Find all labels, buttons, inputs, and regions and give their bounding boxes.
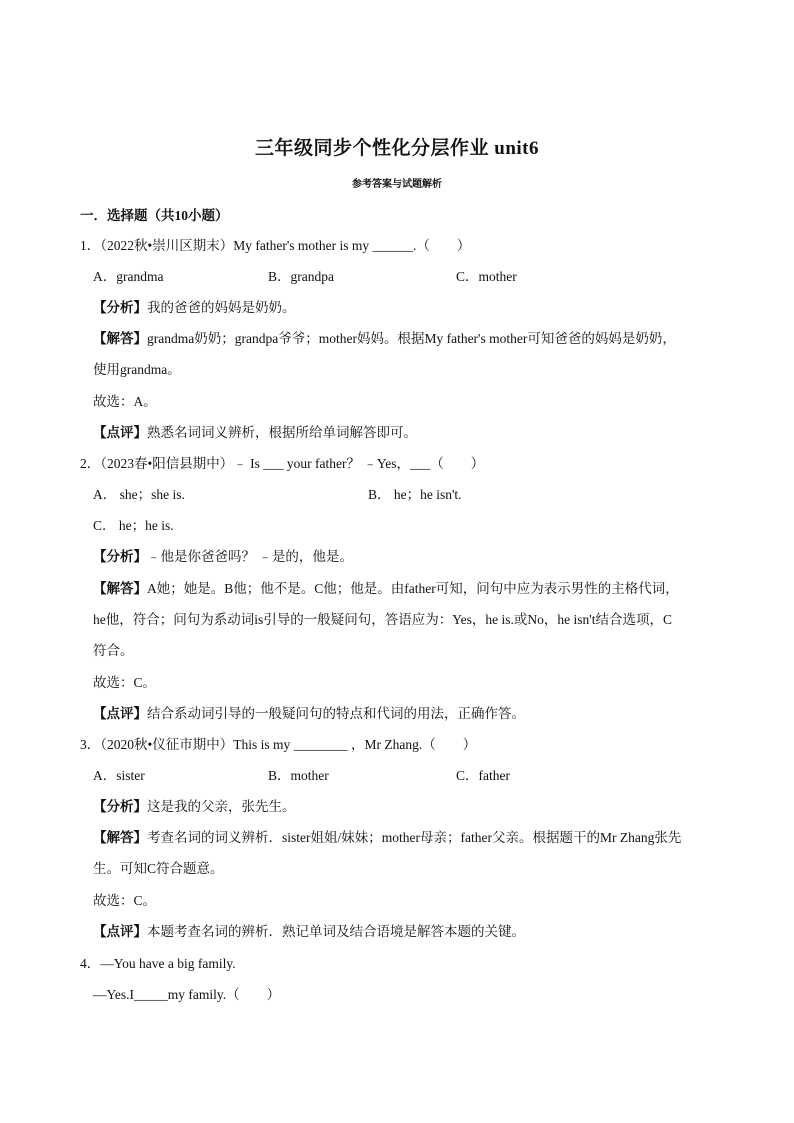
q4-stem-line2: —Yes.I_____my family.（ ）	[93, 987, 281, 1002]
q3-option-b: B．mother	[268, 768, 329, 783]
q1-option-c: C．mother	[456, 269, 517, 284]
q2-option-c: C． he；he is.	[93, 518, 174, 533]
q3-choice: 故选：C。	[93, 893, 157, 908]
answer-text: grandma奶奶；grandpa爷爷；mother妈妈。根据My father's mother可知爸爸的妈妈是奶奶，	[147, 331, 676, 346]
q3-answer-cont: 生。可知C符合题意。	[93, 861, 224, 876]
section-heading: 一．选择题（共10小题）	[80, 208, 229, 223]
analysis-tag: 【分析】	[93, 300, 147, 315]
answer-text: A她；她是。B他；他不是。C他；他是。由father可知，问句中应为表示男性的主格代词，	[147, 581, 679, 596]
q1-answer	[93, 329, 676, 349]
comment-text: 本题考查名词的辨析．熟记单词及结合语境是解答本题的关键。	[147, 924, 525, 939]
q1-option-a: A．grandma	[93, 269, 164, 284]
q2-answer-cont-2: 符合。	[93, 643, 134, 658]
analysis-text: ﹣他是你爸爸吗？ ﹣是的，他是。	[147, 549, 353, 564]
q2-answer-cont: he他，符合；问句为系动词is引导的一般疑问句，答语应为：Yes，he is.或No，he isn't结合选项，C	[93, 612, 672, 627]
page-title: 三年级同步个性化分层作业 unit6	[255, 138, 539, 159]
q4-stem: 4．—You have a big family.	[80, 956, 236, 971]
comment-text: 结合系动词引导的一般疑问句的特点和代词的用法，正确作答。	[147, 706, 525, 721]
comment-tag: 【点评】	[93, 706, 147, 721]
answer-tag: 【解答】	[93, 331, 147, 346]
q2-option-a: A． she；she is.	[93, 487, 185, 502]
q1-analysis	[93, 298, 296, 318]
q3-comment	[93, 922, 525, 942]
comment-tag: 【点评】	[93, 924, 147, 939]
q1-stem: 1．（2022秋•崇川区期末）My father's mother is my ______.（ ）	[80, 238, 471, 253]
q1-answer-cont: 使用grandma。	[93, 362, 181, 377]
answer-text: 考查名词的词义辨析．sister姐姐/妹妹；mother母亲；father父亲。根据题干的Mr Zhang张先	[147, 830, 682, 845]
q2-stem: 2．（2023春•阳信县期中）﹣ Is ___ your father？ ﹣Yes，___（ ）	[80, 456, 485, 471]
answer-tag: 【解答】	[93, 581, 147, 596]
q1-option-b: B．grandpa	[268, 269, 334, 284]
q2-choice: 故选：C。	[93, 675, 157, 690]
answer-tag: 【解答】	[93, 830, 147, 845]
q2-analysis	[93, 547, 353, 567]
q3-option-c: C．father	[456, 768, 510, 783]
q3-option-a: A．sister	[93, 768, 145, 783]
q3-analysis	[93, 797, 296, 817]
analysis-text: 这是我的父亲，张先生。	[147, 799, 296, 814]
comment-tag: 【点评】	[93, 425, 147, 440]
q2-answer	[93, 579, 679, 599]
q1-choice: 故选：A。	[93, 394, 157, 409]
q3-answer	[93, 828, 681, 848]
comment-text: 熟悉名词词义辨析，根据所给单词解答即可。	[147, 425, 417, 440]
analysis-text: 我的爸爸的妈妈是奶奶。	[147, 300, 296, 315]
q1-comment	[93, 423, 417, 443]
analysis-tag: 【分析】	[93, 549, 147, 564]
q2-comment	[93, 704, 525, 724]
page-subtitle: 参考答案与试题解析	[352, 179, 442, 190]
q3-stem: 3．（2020秋•仪征市期中）This is my ________ ，Mr Zhang.（ ）	[80, 737, 477, 752]
q2-option-b: B． he；he isn't.	[368, 487, 462, 502]
analysis-tag: 【分析】	[93, 799, 147, 814]
